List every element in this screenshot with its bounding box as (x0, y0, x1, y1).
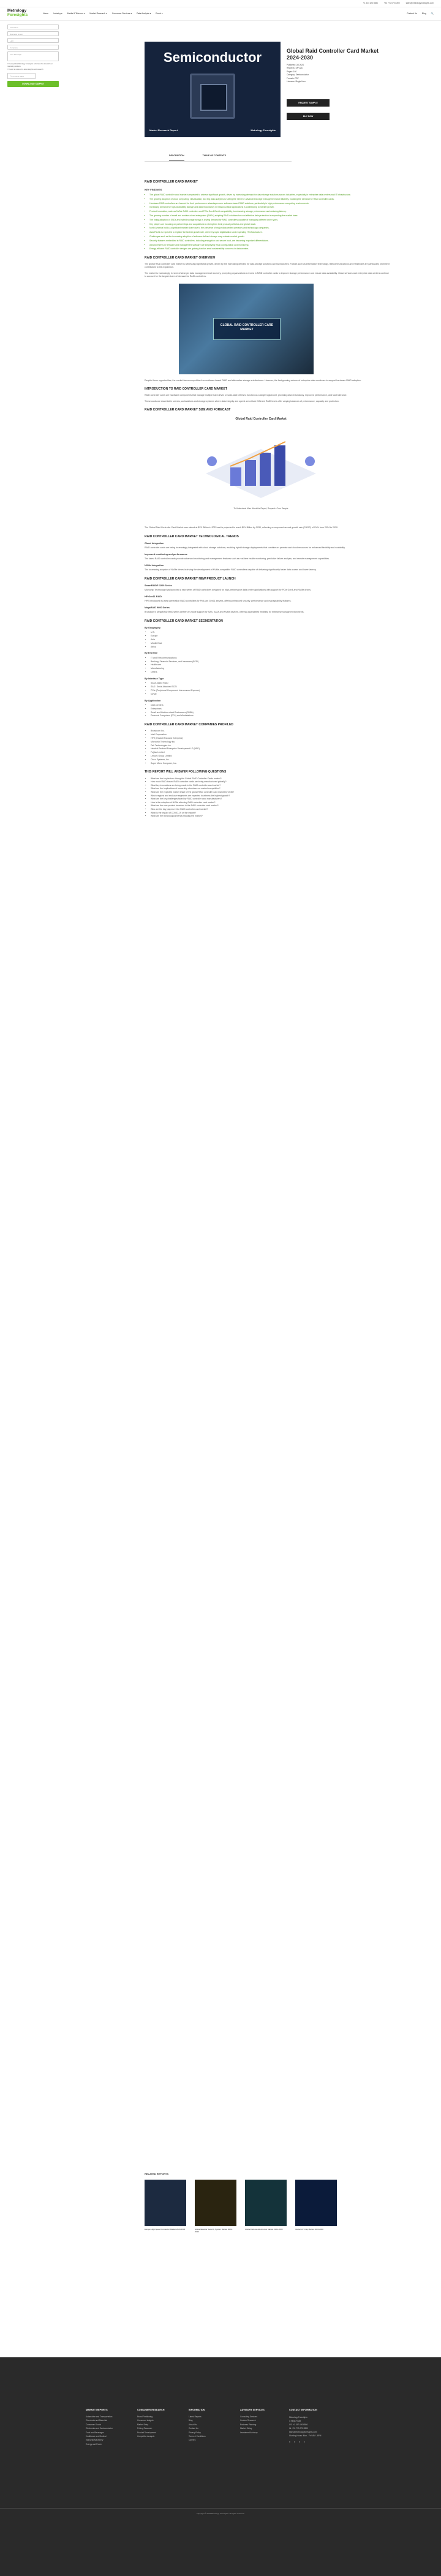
key-finding: • The growing number of small and medium-sized enterprises (SMEs) adopting RAID solutions for cost-effective data protection is expanding the market base. (149, 214, 390, 217)
related-reports (145, 2169, 390, 2233)
paragraph: Despite these opportunities, the market faces competition from software-based RAID and alternative storage architectures. However, the fast-growing volume of enterprise data continues to support hardware RAID adoption. (145, 379, 361, 382)
related-title[interactable]: Global IoT Chip Market 2024-2030 (295, 2227, 323, 2230)
footer-link[interactable]: Privacy Policy (189, 2431, 201, 2434)
contact-line: Metrology Foresights (289, 2415, 307, 2419)
nav-item[interactable]: Consumer Services ▾ (111, 12, 132, 15)
logo-line2: Foresights (7, 13, 28, 17)
question-item: • Who are the key players in the RAID controller card market? (151, 808, 390, 812)
question-item: • What are the key factors driving the Global RAID Controller Cards market? (151, 777, 390, 781)
footer-link[interactable]: Energy and Power (86, 2442, 102, 2446)
footer-link[interactable]: Food and Beverages (86, 2431, 104, 2434)
key-finding: • North America holds a significant market share due to the presence of major data center operators and technology companies. (149, 227, 390, 230)
linkedin-icon[interactable]: ● (298, 2440, 300, 2443)
nav-blog[interactable]: Blog (421, 12, 426, 15)
footer-link[interactable]: Terms & Conditions (189, 2435, 206, 2438)
logo[interactable] (7, 9, 37, 20)
meta-line: Report ID: MF1221 (287, 67, 304, 70)
key-finding: • Hardware RAID controllers are favored for their performance advantages over software-based RAID solutions, particularly in high-performance computing environments. (149, 202, 390, 205)
company-item: • Dell Technologies Inc. (151, 744, 390, 748)
email-link[interactable]: sales@metrologyforesights.com (405, 2, 434, 4)
footer-link[interactable]: Custom Research (240, 2419, 256, 2422)
logo-line1: Metrology (7, 9, 27, 13)
footer-links (189, 2415, 232, 2442)
company-item: • Cisco Systems, Inc. (151, 758, 390, 762)
question-item: • How is the adoption of NVMe affecting RAID controller card market? (151, 801, 390, 805)
footer-link[interactable]: Industrial Machinery (86, 2439, 104, 2442)
request-sample-button[interactable]: REQUEST SAMPLE (287, 99, 330, 107)
download-sample-button[interactable]: DOWNLOAD SAMPLE (7, 81, 59, 87)
segment-item: • Personal Computers (PCs) and Workstations (151, 714, 390, 718)
company-item: • Super Micro Computer, Inc. (151, 762, 390, 766)
image-label: GLOBAL RAID CONTROLLER CARD MARKET (213, 318, 281, 340)
related-title[interactable]: Global Elevator Security System Market 2024-2030 (195, 2227, 233, 2233)
footer-link[interactable]: Electronics and Semiconductor (86, 2427, 113, 2430)
contact-line: 1 Kings Road (289, 2419, 301, 2422)
company-item: • Intel Corporation (151, 733, 390, 737)
meta-line: Category: Semiconductor (287, 74, 309, 77)
segment-item: • Enterprises (151, 708, 390, 711)
segment-list (145, 631, 390, 649)
market-image (179, 284, 314, 374)
companies-list (145, 730, 390, 765)
nav-item[interactable]: Event ▾ (156, 12, 163, 15)
footer-link[interactable]: Business Planning (240, 2423, 257, 2426)
question-item: • What is the impact of COVID-19 on the market? (151, 812, 390, 815)
footer-link[interactable]: Blog (189, 2419, 193, 2422)
related-item[interactable] (245, 2180, 287, 2233)
search-icon[interactable]: 🔍 (431, 12, 434, 15)
footer-link[interactable]: Healthcare and Medical (86, 2435, 107, 2438)
footer-link[interactable]: Latest Reports (189, 2415, 202, 2418)
footer-link[interactable]: About Us (189, 2423, 197, 2426)
footer-col (240, 2409, 283, 2446)
consent-checkbox[interactable]: ☐ I accept that Metrology Foresights will share this data with our marketing partners. (7, 63, 53, 67)
facebook-icon[interactable]: ● (289, 2440, 290, 2443)
insights-checkbox[interactable]: ☐ I want to receive the latest insights and research (7, 69, 43, 71)
tab-description[interactable]: DESCRIPTION (169, 154, 184, 161)
paragraph: These cards are essential in servers, workstations and storage systems where data integrity and speed are critical. Different RAID levels offer varying balances of performance, capacity and protection. (145, 399, 339, 402)
footer-link[interactable]: Chemicals and Materials (86, 2419, 107, 2422)
captcha[interactable]: ☐ I'm not a robot (7, 73, 36, 79)
paragraph: HPE introduced its latest generation RAID controllers for ProLiant Gen11 servers, offering enhanced security, performance and manageability features. (145, 600, 292, 603)
chart-illustration (169, 425, 353, 504)
segment-heading: By End Use (145, 652, 158, 655)
footer-col (189, 2409, 232, 2446)
footer-links (137, 2415, 180, 2438)
footer-link[interactable]: Consulting Services (240, 2415, 258, 2418)
trend-heading: NVMe Integration (145, 564, 164, 567)
meta-line: Published: Jul 2024 (287, 64, 304, 66)
sample-form (7, 25, 59, 87)
company-item: • Broadcom Inc. (151, 730, 390, 733)
footer-link[interactable]: Market Entry (137, 2423, 149, 2426)
question-item: • What are the implications of ownership structures on market competition? (151, 787, 390, 791)
footer-heading: CONSUMER RESEARCH (137, 2409, 165, 2411)
captcha-label: I'm not a robot (12, 75, 24, 78)
company-item: • Fujitsu Limited (151, 751, 390, 755)
segment-item: • Asia (151, 638, 390, 642)
related-heading: RELATED REPORTS (145, 2172, 169, 2175)
contact-line: IN: +91 770 070 8390 (289, 2427, 308, 2430)
related-item[interactable] (195, 2180, 236, 2233)
key-finding: • Key players are focusing on partnerships and acquisitions to strengthen their product portfolios and global reach. (149, 223, 390, 226)
segment-item: • Data Centers (151, 704, 390, 708)
footer-link[interactable]: Brand Positioning (137, 2415, 153, 2418)
section-heading: RAID CONTROLLER CARD MARKET COMPANIES PROFILED (145, 723, 233, 727)
phone-1[interactable]: +1 347 426 6586 (363, 2, 378, 4)
chart-caption[interactable]: To Understand More About the Report, Request a Free Sample (233, 507, 288, 510)
segment-item: • SATA-based RAID (151, 682, 390, 686)
paragraph: RAID controller cards are hardware components that manage multiple hard drives or solid-state drives to function as a single logical unit, providing data redundancy, improved performance, and fault tolerance. (145, 394, 347, 397)
key-finding: • The rising adoption of SSDs and hybrid storage arrays is driving demand for RAID controllers capable of managing different drive types. (149, 219, 390, 222)
contact-lines (289, 2415, 369, 2438)
paragraph: Broadcom's MegaRAID 9600 series delivers tri-mode support for SAS, SATA and NVMe devices, offering unparalleled flexibility for enterprise storage environments. (145, 611, 304, 614)
tab-toc[interactable]: TABLE OF CONTENTS (202, 154, 227, 157)
key-finding: • Advancements in firmware and management software are simplifying RAID configuration and monitoring. (149, 244, 390, 247)
segment-item: • Manufacturing (151, 667, 390, 671)
segment-item: • Africa (151, 646, 390, 649)
email-field[interactable]: Business Email (7, 31, 59, 36)
contact-info (289, 2409, 369, 2444)
segment-item: • U.S. (151, 631, 390, 635)
key-finding: • Energy-efficient RAID controller designs are gaining traction amid sustainability concerns in data centers. (149, 247, 390, 251)
questions-list (145, 777, 390, 818)
nav-item[interactable]: Industry ▾ (53, 12, 62, 15)
related-item[interactable] (295, 2180, 337, 2233)
footer-link[interactable]: Consumer Insights (137, 2419, 154, 2422)
tabs (145, 154, 292, 162)
related-thumb (145, 2180, 186, 2226)
meta-line: Licenses: Single User (287, 80, 306, 83)
trend-heading: Improved monitoring and performance (145, 553, 187, 556)
section-heading: RAID CONTROLLER CARD MARKET SEGMENTATION (145, 619, 223, 623)
section-heading: RAID CONTROLLER CARD MARKET (145, 180, 198, 184)
key-findings-list (145, 194, 390, 251)
top-bar (0, 0, 441, 7)
paragraph: The increasing adoption of NVMe drives is driving the development of NVMe-compatible RAID controllers capable of delivering significantly faster data access and lower latency. (145, 568, 317, 572)
footer-link[interactable]: Market Sizing (240, 2427, 252, 2430)
section-heading: RAID CONTROLLER CARD MARKET NEW PRODUCT LAUNCH (145, 576, 236, 581)
contact-line: US: +1 347 426 6586 (289, 2423, 308, 2426)
copyright: Copyright © 2024 Metrology Foresights. All rights reserved. (0, 2508, 441, 2515)
paragraph: The market is increasingly in need of stronger data management and recovery, prompting organizations to invest in RAID controller cards to improve storage performance and ensure data availability. Cloud services and enterprise data centers continue to account for the largest share of demand for RAID controllers. (145, 271, 389, 278)
footer-col (137, 2409, 180, 2446)
launch-heading: HP Gen11 RAID (145, 595, 162, 598)
segment-heading: By Interface Type (145, 677, 164, 680)
segment-list (145, 657, 390, 674)
segment-list (145, 682, 390, 696)
segment-item: • Middle East (151, 642, 390, 646)
nav-contact[interactable]: Contact Us (407, 12, 417, 15)
question-item: • What are the technological trends shaping the market? (151, 815, 390, 818)
segment-list (145, 704, 390, 718)
related-title[interactable]: Europe High-Speed Connector Market 2024-2030 (145, 2227, 186, 2230)
segment-item: • Healthcare (151, 663, 390, 667)
company-item: • HPE (Hewlett Packard Enterprise) (151, 737, 390, 741)
company-item: • Microchip Technology Inc. (151, 741, 390, 744)
launch-heading: MegaRAID 9600 Series (145, 606, 170, 609)
cover-brand: Metrology Foresights (251, 129, 276, 132)
related-thumb (245, 2180, 287, 2226)
report-cover (145, 42, 281, 137)
paragraph: Microchip Technology has launched a new series of RAID controllers designed for high-performance data center applications with support for PCIe Gen4 and NVMe drives. (145, 589, 312, 592)
social-icons (289, 2440, 369, 2444)
message-field[interactable]: Your Message (7, 51, 59, 61)
nav-item[interactable]: Data Analysis ▾ (137, 12, 151, 15)
question-item: • What are the new product launches in the RAID controller card market? (151, 804, 390, 808)
key-finding: • Challenges such as the increasing adoption of software-defined storage may restrain market growth. (149, 235, 390, 238)
section-heading: THIS REPORT WILL ANSWER FOLLOWING QUESTIONS (145, 770, 227, 774)
footer-heading: CONTACT INFORMATION (289, 2409, 317, 2411)
nav-item[interactable]: Media & Telecom ▾ (67, 12, 85, 15)
product-meta (287, 64, 309, 83)
segment-heading: By Geography (145, 626, 160, 629)
nav-item[interactable]: Home (43, 12, 49, 15)
paragraph: RAID controller cards are being increasingly integrated with cloud storage solutions, enabling hybrid storage deployments that combine on-premise and cloud resources for enhanced flexibility and scalability. (145, 546, 345, 550)
meta-line: Pages: 160 (287, 70, 297, 73)
cover-caption: Market Research Report (149, 129, 178, 132)
question-item: • What are the key challenges faced by RAID controller card manufacturers? (151, 798, 390, 801)
footer-heading: INFORMATION (189, 2409, 205, 2411)
question-item: • What are the expected market share of the global RAID controller card market by 2030? (151, 791, 390, 795)
paragraph: The Global Raid Controller Card Market was valued at $XX Billion in 2023 and is projected to reach $XX Billion by 2030, reflecting a compound annual growth rate (CAGR) of XX% from 2024 to 2030. (145, 526, 339, 529)
footer-link[interactable]: Consumer Goods (86, 2423, 101, 2426)
question-item: • Which regions and end-user segments are expected to witness the highest growth? (151, 795, 390, 798)
launch-heading: SmartRAID® 3200 Series (145, 584, 172, 587)
consent-label: I accept that Metrology Foresights will share this data with our marketing partners. (7, 63, 53, 67)
trend-heading: Cloud Integration (145, 542, 164, 545)
related-thumb (195, 2180, 236, 2226)
segment-item: • IT and Telecommunications (151, 657, 390, 660)
paragraph: The latest RAID controller cards provide advanced monitoring and management features such as real-time health monitoring, predictive failure analysis, and remote management capabilities. (145, 557, 330, 561)
meta-line: Formats: PDF (287, 77, 299, 80)
related-thumb (295, 2180, 337, 2226)
chart-title: Global Raid Controller Card Market (235, 417, 287, 421)
footer-link[interactable]: Product Development (137, 2431, 156, 2434)
phone-field[interactable]: +1 ▾ (7, 38, 59, 43)
main-nav (0, 7, 441, 21)
company-item: • Lenovo Group Limited (151, 755, 390, 758)
footer-col (86, 2409, 129, 2446)
segment-heading: By Application (145, 699, 161, 702)
footer-link[interactable]: Automotive and Transportation (86, 2415, 113, 2418)
contact-line: sales@metrologyforesights.com (289, 2430, 317, 2433)
footer-link[interactable]: Competitor Analysis (137, 2435, 155, 2438)
nav-item[interactable]: Market Research ▾ (89, 12, 107, 15)
company-field[interactable]: Company (7, 45, 59, 50)
footer-link[interactable]: Careers (189, 2439, 196, 2442)
footer-heading: MARKET REPORTS (86, 2409, 108, 2411)
footer-links (240, 2415, 283, 2434)
footer-link[interactable]: Pricing Research (137, 2427, 153, 2430)
contact-line: Working Hours: Mon - Fri 9AM - 6PM (289, 2434, 322, 2437)
section-heading: INTRODUCTION TO RAID CONTROLLER CARD MARKET (145, 387, 227, 391)
section-heading: RAID CONTROLLER CARD MARKET SIZE AND FORECAST (145, 408, 231, 412)
section-heading: RAID CONTROLLER CARD MARKET TECHNOLOGICAL TRENDS (145, 534, 239, 538)
segment-item: • NVMe (151, 693, 390, 697)
related-title[interactable]: Global Defense Electronics Market 2024-2030 (245, 2227, 283, 2230)
name-field[interactable]: Full Name (7, 25, 59, 29)
chip-image (190, 74, 235, 119)
market-chart (169, 417, 353, 521)
nav-menu (43, 12, 163, 15)
footer (0, 2357, 441, 2576)
footer-heading: ADVISORY SERVICES (240, 2409, 265, 2411)
footer-link[interactable]: Contact Us (189, 2427, 198, 2430)
company-item: • Hewlett-Packard Enterprise Development LP (HPE) (151, 747, 390, 751)
segment-item: • Banking, Financial Services, and Insurance (BFSI) (151, 660, 390, 664)
footer-link[interactable]: Investment Advisory (240, 2431, 258, 2434)
key-finding: • The growing adoption of cloud computing, virtualization, and big data analytics is fueling the need for advanced storage management and reliability, boosting the demand for RAID controller cards. (149, 198, 390, 201)
key-finding: • The global RAID controller card market is expected to witness significant growth, driven by increasing demand for data storage solutions across industries, especially in enterprise data centers and IT infrastructure. (149, 194, 390, 197)
related-item[interactable] (145, 2180, 186, 2233)
report-content (145, 175, 390, 818)
buy-now-button[interactable]: BUY NOW (287, 113, 330, 120)
key-finding: • Increasing demand for high-availability storage and data redundancy in mission-critical applications is contributing to market growth. (149, 206, 390, 209)
segment-item: • Small and Medium-sized Businesses (SMBs) (151, 711, 390, 715)
product-title: Global Raid Controller Card Market 2024-2030 (287, 48, 379, 61)
question-item: • How much RAID-based RAID controller cards are being manufactured globally? (151, 780, 390, 784)
youtube-icon[interactable]: ● (303, 2440, 305, 2443)
footer-links (86, 2415, 129, 2446)
segment-item: • SAS / Serial Attached SCSI (151, 686, 390, 689)
key-finding: • Asia-Pacific is expected to register the fastest growth rate, driven by rapid digitalization and expanding IT infrastructure. (149, 231, 390, 234)
twitter-icon[interactable]: ● (293, 2440, 295, 2443)
section-heading: KEY FINDINGS (145, 188, 162, 192)
section-heading: RAID CONTROLLER CARD MARKET OVERVIEW (145, 255, 216, 260)
segment-item: • PCIe (Peripheral Component Interconnect Express) (151, 689, 390, 693)
question-item: • What key innovations are being made in the RAID controller card market? (151, 784, 390, 788)
segment-item: • Others (151, 671, 390, 674)
key-finding: • Security features embedded in RAID controllers, including encryption and secure boot, are becoming important differentiators. (149, 240, 390, 243)
phone-2[interactable]: +91 770 070 8390 (383, 2, 400, 4)
cover-title: Semiconductor (163, 50, 262, 65)
key-finding: • Product innovation, such as NVMe RAID controllers and PCIe Gen4/Gen5 compatibility, is enhancing storage performance and reducing latency. (149, 210, 390, 213)
paragraph: The global RAID controller card market is witnessing significant growth, driven by the increasing demand for data storage solutions across industries. Factors such as information technology, telecommunications and healthcare are particularly prominent contributors to this expansion. (145, 262, 390, 269)
segment-item: • Europe (151, 635, 390, 638)
insights-label: I want to receive the latest insights and research (9, 69, 43, 71)
